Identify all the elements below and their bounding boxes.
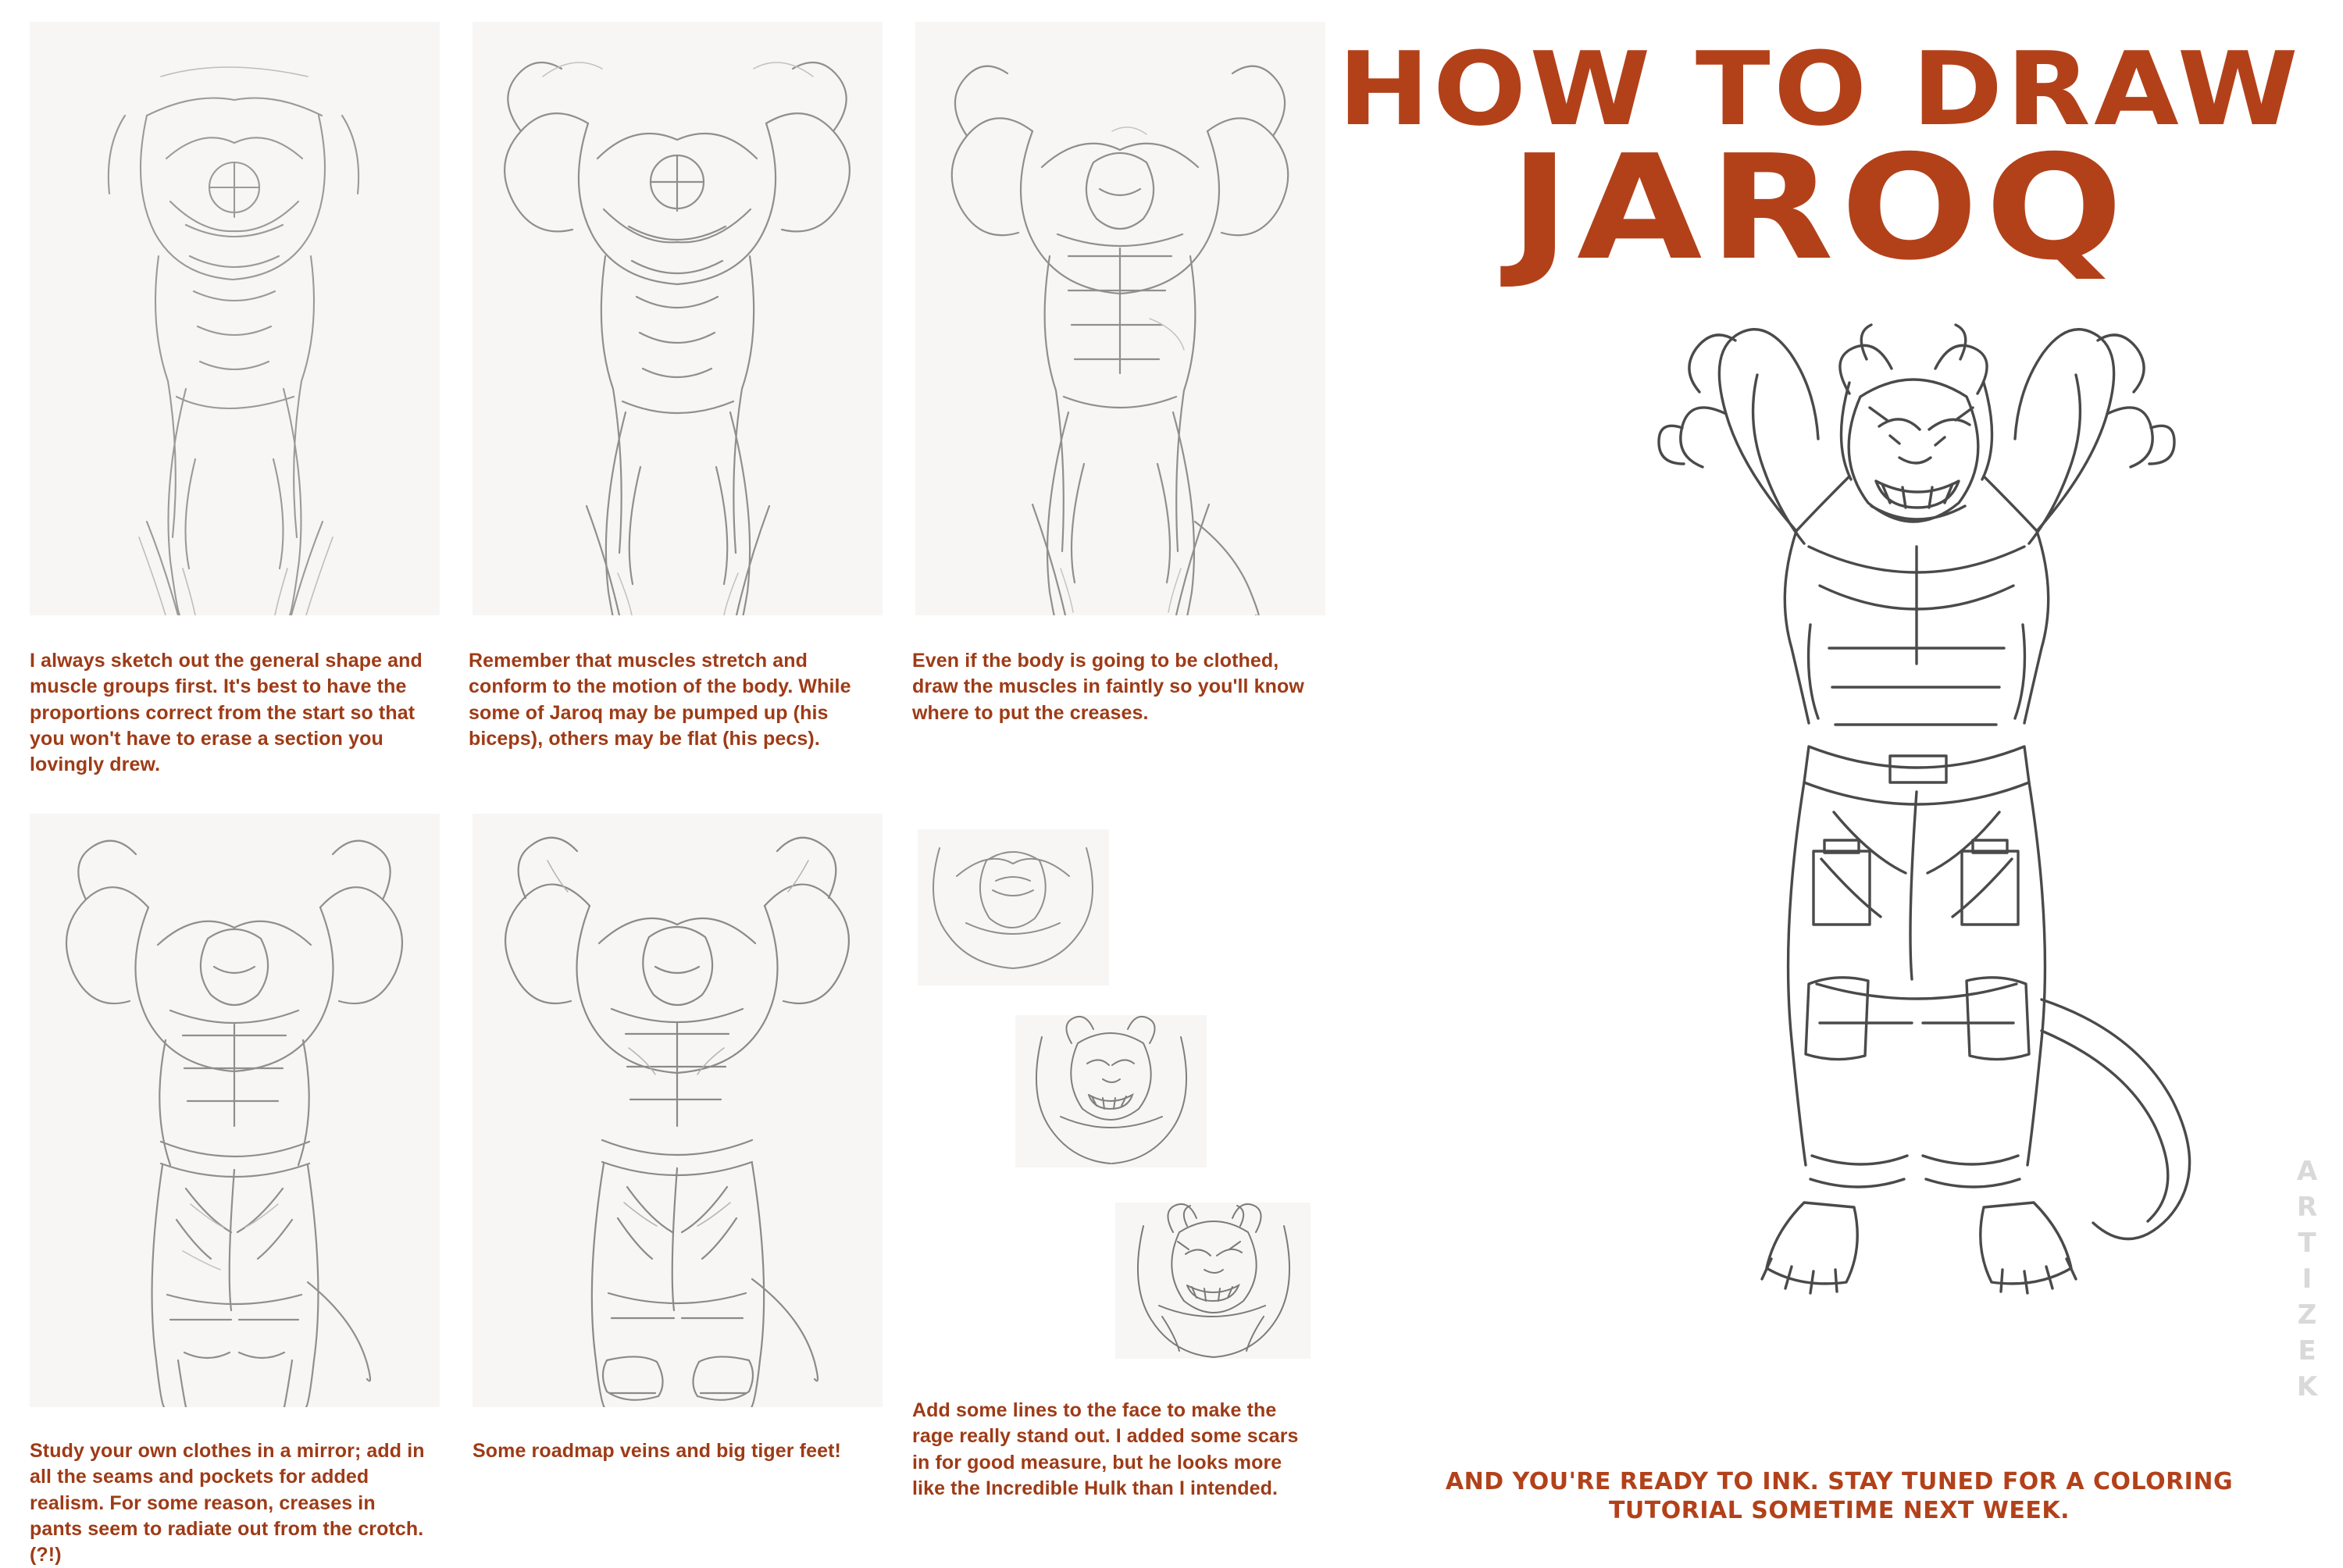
title-line-1: HOW TO DRAW [1337,30,2302,148]
step-5-caption: Some roadmap veins and big tiger feet! [473,1440,841,1462]
final-inked-figure [1523,312,2304,1484]
step-3-sketch [915,22,1325,615]
step-4-sketch [30,814,440,1407]
step-4-caption: Study your own clothes in a mirror; add in all the seams and pockets for added realism. For some reason, creases in pants seem to radiate out from the crotch. (?!) [30,1440,425,1566]
step-2-caption: Remember that muscles stretch and conform to the motion of the body. While some of Jaroq may be pumped up (his biceps), others may be flat (his pecs). [469,650,851,750]
step-3-caption: Even if the body is going to be clothed, draw the muscles in faintly so you'll know where to put the creases. [912,650,1304,724]
step-6-sketch-a [918,829,1109,985]
step-6-sketch-b [1015,1015,1207,1167]
step-5-sketch [473,814,883,1407]
step-2-sketch [473,22,883,615]
step-1-sketch [30,22,440,615]
step-6-sketch-c [1115,1203,1311,1359]
artist-signature: ARTIZEK [2291,1156,2323,1407]
step-1-caption: I always sketch out the general shape and muscle groups first. It's best to have the proportions correct from the start so that you won't have to erase a section you lovingly drew. [30,650,423,775]
title-line-2: JAROQ [1509,123,2131,292]
title-block [1312,30,2327,292]
footer-note: AND YOU'RE READY TO INK. STAY TUNED FOR A COLORING TUTORIAL SOMETIME NEXT WEEK. [1445,1468,2234,1524]
step-6-caption: Add some lines to the face to make the rage really stand out. I added some scars in for good measure, but he looks more like the Incredible Hulk than I intended. [912,1399,1299,1499]
